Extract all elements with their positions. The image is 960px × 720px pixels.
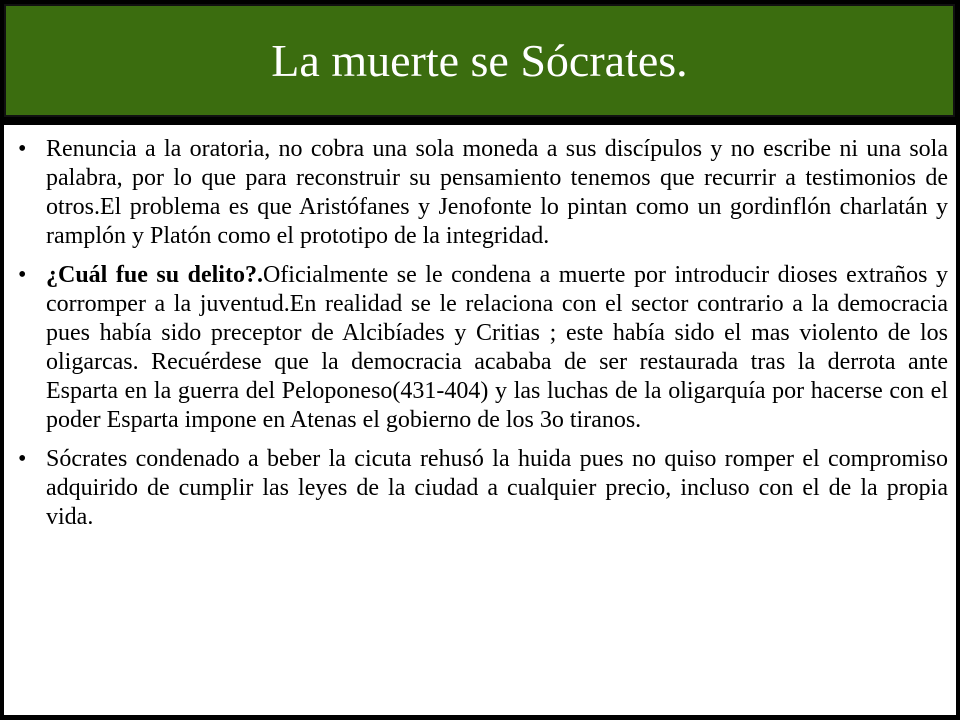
- bullet-marker: •: [18, 262, 27, 288]
- slide-title: La muerte se Sócrates.: [271, 35, 688, 86]
- bullet-item: [18, 445, 948, 532]
- bullet-text: Sócrates condenado a beber la cicuta rehusó la huida pues no quiso romper el compromiso adquirido de cumplir las leyes de la ciudad a cualquier precio, incluso con el de la propia vida.: [46, 446, 948, 530]
- bullet-marker: •: [18, 446, 27, 472]
- bullet-list: [18, 135, 948, 532]
- title-bar: [4, 4, 955, 117]
- bullet-item: [18, 135, 948, 251]
- bullet-lead: ¿Cuál fue su delito?.: [46, 262, 263, 288]
- bullet-text: Renuncia a la oratoria, no cobra una sola moneda a sus discípulos y no escribe ni una sola palabra, por lo que para reconstruir su pensamiento tenemos que recurrir a testimonios de otros.El problema es que Aristófanes y Jenofonte lo pintan como un gordinflón charlatán y ramplón y Platón como el prototipo de la integridad.: [46, 136, 948, 249]
- content-area: [4, 125, 956, 715]
- bullet-marker: •: [18, 136, 27, 162]
- bullet-item: [18, 261, 948, 435]
- bullet-text: Oficialmente se le condena a muerte por introducir dioses extraños y corromper a la juventud.En realidad se le relaciona con el sector contrario a la democracia pues había sido preceptor de Alcibíades y Critias ; este había sido el mas violento de los oligarcas. Recuérdese que la democracia acababa de ser restaurada tras la derrota ante Esparta en la guerra del Peloponeso(431-404) y las luchas de la oligarquía por hacerse con el poder Esparta impone en Atenas el gobierno de los 3o tiranos.: [46, 262, 949, 433]
